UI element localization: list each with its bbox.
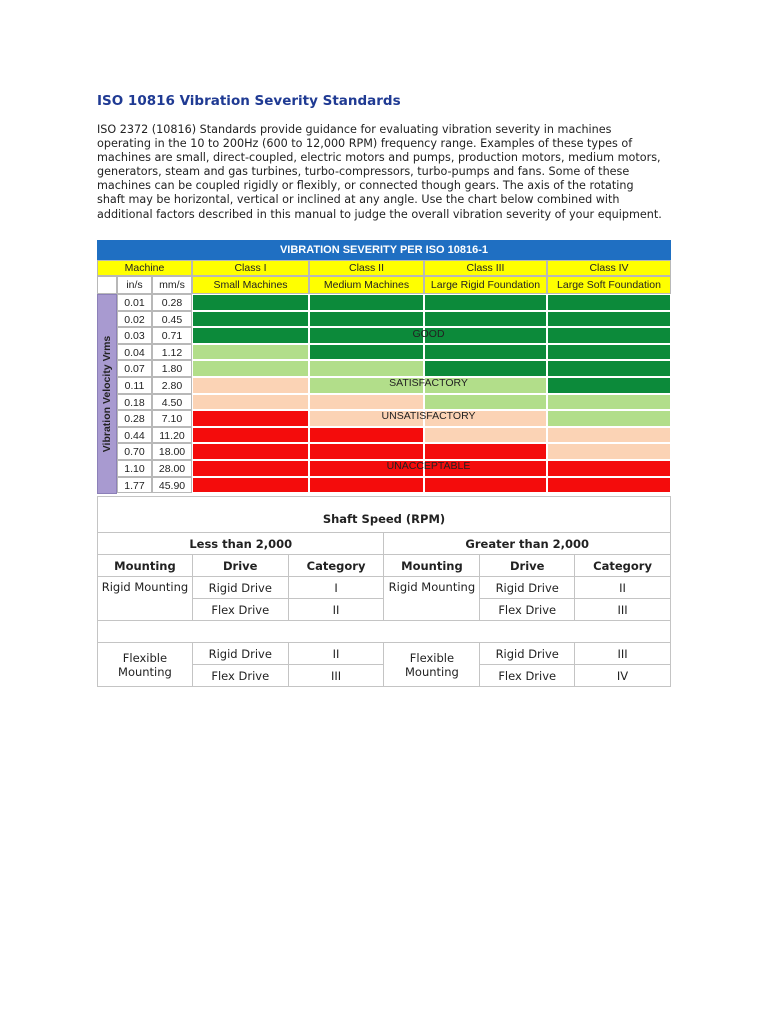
zone-cell-unsatisfactory [309,394,424,411]
zone-cell-good [309,311,424,328]
zone-cell-satisfactory [192,344,309,361]
zone-cell-unacceptable [192,460,309,477]
rigid-mounting-cell: Rigid Mounting [384,577,480,621]
zone-cell-unacceptable [309,427,424,444]
mounting-header: Mounting [98,555,193,577]
velocity-in-s-cell: 0.11 [117,377,152,394]
zone-cell-unsatisfactory [424,427,547,444]
category-cell: III [288,665,384,687]
zone-cell-satisfactory [309,360,424,377]
class-4-desc: Large Soft Foundation [547,276,671,294]
velocity-mm-s-cell: 4.50 [152,394,192,411]
velocity-mm-s-cell: 0.28 [152,294,192,311]
less-than-2000-header: Less than 2,000 [98,533,384,555]
category-cell: II [575,577,671,599]
class-1-name: Class I [192,260,309,276]
zone-label-good: GOOD [412,328,445,340]
zone-cell-good [547,294,671,311]
class-4-name: Class IV [547,260,671,276]
drive-header: Drive [480,555,575,577]
class-3-desc: Large Rigid Foundation [424,276,547,294]
class-2-desc: Medium Machines [309,276,424,294]
zone-cell-good [547,377,671,394]
severity-chart-header: VIBRATION SEVERITY PER ISO 10816-1 [97,240,671,260]
class-2-name: Class II [309,260,424,276]
unit-in-s: in/s [117,276,152,294]
page-title: ISO 10816 Vibration Severity Standards [97,93,401,109]
zone-cell-good [547,360,671,377]
velocity-mm-s-cell: 1.12 [152,344,192,361]
zone-cell-unsatisfactory [547,427,671,444]
zone-cell-good [309,294,424,311]
machine-header: Machine [97,260,192,276]
zone-cell-unacceptable [192,477,309,494]
category-cell: III [575,599,671,621]
velocity-in-s-cell: 0.04 [117,344,152,361]
velocity-in-s-cell: 1.77 [117,477,152,494]
class-1-desc: Small Machines [192,276,309,294]
zone-cell-unacceptable [309,477,424,494]
drive-cell: Flex Drive [480,665,575,687]
velocity-in-s-cell: 0.02 [117,311,152,328]
zone-cell-satisfactory [547,394,671,411]
zone-cell-unacceptable [424,443,547,460]
zone-cell-unacceptable [424,477,547,494]
zone-cell-good [309,344,424,361]
zone-cell-good [424,344,547,361]
velocity-in-s-cell: 1.10 [117,460,152,477]
category-header: Category [575,555,671,577]
drive-cell: Rigid Drive [192,643,288,665]
drive-cell: Flex Drive [192,599,288,621]
zone-cell-unacceptable [547,460,671,477]
zone-cell-unacceptable [192,443,309,460]
greater-than-2000-header: Greater than 2,000 [384,533,671,555]
shaft-speed-title: Shaft Speed (RPM) [98,497,671,533]
category-cell: I [288,577,384,599]
velocity-mm-s-cell: 0.71 [152,327,192,344]
velocity-in-s-cell: 0.70 [117,443,152,460]
drive-cell: Rigid Drive [480,577,575,599]
zone-cell-unsatisfactory [192,377,309,394]
zone-cell-satisfactory [547,410,671,427]
zone-cell-good [192,311,309,328]
zone-label-unacceptable: UNACCEPTABLE [386,460,471,472]
axis-label-cell [97,294,117,494]
intro-paragraph: ISO 2372 (10816) Standards provide guidance for evaluating vibration severity in machines operating in the 10 to 200Hz (600 to 12,000 RPM) frequency range. Examples of these types of machines are small, direct-coupled, electric motors and pumps, production motors, medium motors, generators, steam and gas turbines, turbo-compressors, turbo-pumps and fans. Some of these machines can be coupled rigidly or flexibly, or connected though gears. The axis of the rotating shaft may be horizontal, vertical or inclined at any angle. Use the chart below combined with additional factors described in this manual to judge the overall vibration severity of your equipment. [97,123,662,221]
category-header: Category [288,555,384,577]
velocity-in-s-cell: 0.07 [117,360,152,377]
zone-label-unsatisfactory: UNSATISFACTORY [381,410,476,422]
category-cell: II [288,643,384,665]
velocity-in-s-cell: 0.44 [117,427,152,444]
shaft-speed-table [97,496,671,687]
velocity-mm-s-cell: 1.80 [152,360,192,377]
axis-label: Vibration Velocity Vrms [101,335,113,453]
category-cell: III [575,643,671,665]
zone-cell-unacceptable [192,410,309,427]
severity-chart [97,240,671,495]
category-cell: IV [575,665,671,687]
flexible-mounting-cell: Flexible Mounting [98,643,193,687]
velocity-mm-s-cell: 11.20 [152,427,192,444]
category-cell: II [288,599,384,621]
velocity-mm-s-cell: 0.45 [152,311,192,328]
velocity-in-s-cell: 0.18 [117,394,152,411]
drive-cell: Rigid Drive [192,577,288,599]
drive-cell: Rigid Drive [480,643,575,665]
zone-cell-unsatisfactory [547,443,671,460]
zone-cell-good [424,311,547,328]
zone-cell-unacceptable [309,443,424,460]
zone-cell-good [192,327,309,344]
zone-cell-good [547,344,671,361]
zone-cell-unacceptable [192,427,309,444]
drive-header: Drive [192,555,288,577]
zone-cell-good [547,311,671,328]
zone-cell-good [547,327,671,344]
velocity-mm-s-cell: 45.90 [152,477,192,494]
rigid-mounting-cell: Rigid Mounting [98,577,193,621]
velocity-mm-s-cell: 18.00 [152,443,192,460]
zone-label-satisfactory: SATISFACTORY [389,377,468,389]
zone-cell-good [424,360,547,377]
unit-spacer [97,276,117,294]
zone-cell-good [192,294,309,311]
velocity-in-s-cell: 0.03 [117,327,152,344]
mounting-header: Mounting [384,555,480,577]
zone-cell-unsatisfactory [192,394,309,411]
zone-cell-unacceptable [547,477,671,494]
flexible-mounting-cell: Flexible Mounting [384,643,480,687]
zone-cell-satisfactory [192,360,309,377]
class-3-name: Class III [424,260,547,276]
velocity-in-s-cell: 0.01 [117,294,152,311]
velocity-mm-s-cell: 2.80 [152,377,192,394]
velocity-mm-s-cell: 28.00 [152,460,192,477]
spacer-row [98,621,671,643]
drive-cell: Flex Drive [192,665,288,687]
zone-cell-satisfactory [424,394,547,411]
unit-mm-s: mm/s [152,276,192,294]
velocity-mm-s-cell: 7.10 [152,410,192,427]
velocity-in-s-cell: 0.28 [117,410,152,427]
zone-cell-good [424,294,547,311]
drive-cell: Flex Drive [480,599,575,621]
